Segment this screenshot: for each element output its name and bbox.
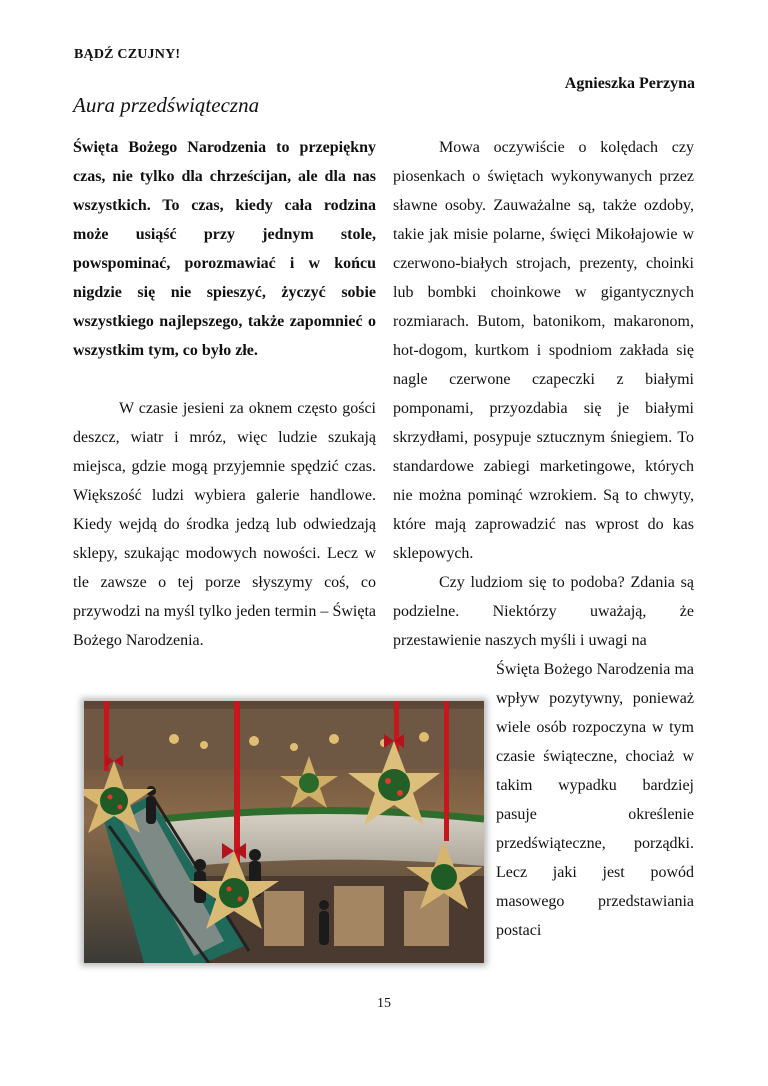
body-paragraph-start: Czy ludziom się to podoba? Zdania są podzielne. Niektórzy uważają, że przestawienie naszych myśli i uwagi na (393, 574, 694, 649)
body-paragraph: Mowa oczywiście o kolędach czy piosenkach o świętach wykonywanych przez sławne osoby. Zauważalne są, także ozdoby, takie jak misie polarne, święci Mikołajowie w czerwono-białych strojach, prezenty, choinki lub bombki choinkowe w gigantycznych rozmiarach. Butom, batonikom, makaronom, hot-dogom, kurtkom i spodniom zakłada się nagle czerwone czapeczki z białymi pomponami, przyozdabia się je białymi skrzydłami, posypuje sztucznym śniegiem. To standardowe zabiegi marketingowe, których nie można pominąć wzrokiem. Są to chwyty, które mają zaprowadzić nas wprost do kas sklepowych. (393, 139, 694, 562)
mall-christmas-photo (84, 701, 484, 963)
section-label: BĄDŹ CZUJNY! (74, 47, 181, 62)
page-number: 15 (377, 996, 391, 1011)
left-column (73, 133, 376, 655)
lead-paragraph: Święta Bożego Narodzenia to przepiękny czas, nie tylko dla chrześcijan, ale dla nas wszystkich. To czas, kiedy cała rodzina może usiąść przy jednym stole, powspominać, porozmawiać i w końcu nigdzie się nie spieszyć, życzyć sobie wszystkiego najlepszego, także zapomnieć o wszystkim tym, co było złe. (73, 139, 376, 359)
article-author: Agnieszka Perzyna (564, 75, 695, 92)
body-paragraph-wrapped: Święta Bożego Narodzenia ma wpływ pozytywny, ponieważ wiele osób rozpoczyna w tym czasie świąteczne, chociaż w takim wypadku bardziej pasuje określenie przedświąteczne, porządki. Lecz jaki jest powód masowego przedstawiania postaci (496, 661, 694, 939)
body-paragraph: W czasie jesieni za oknem często gości deszcz, wiatr i mróz, więc ludzie szukają miejsca, gdzie mogą przyjemnie spędzić czas. Większość ludzi wybiera galerie handlowe. Kiedy wejdą do środka jedzą lub odwiedzają sklepy, szukając modowych nowości. Lecz w tle zawsze o tej porze słyszymy coś, co przywodzi na myśl tylko jeden termin – Święta Bożego Narodzenia. (73, 400, 376, 649)
article-title: Aura przedświąteczna (73, 93, 260, 117)
